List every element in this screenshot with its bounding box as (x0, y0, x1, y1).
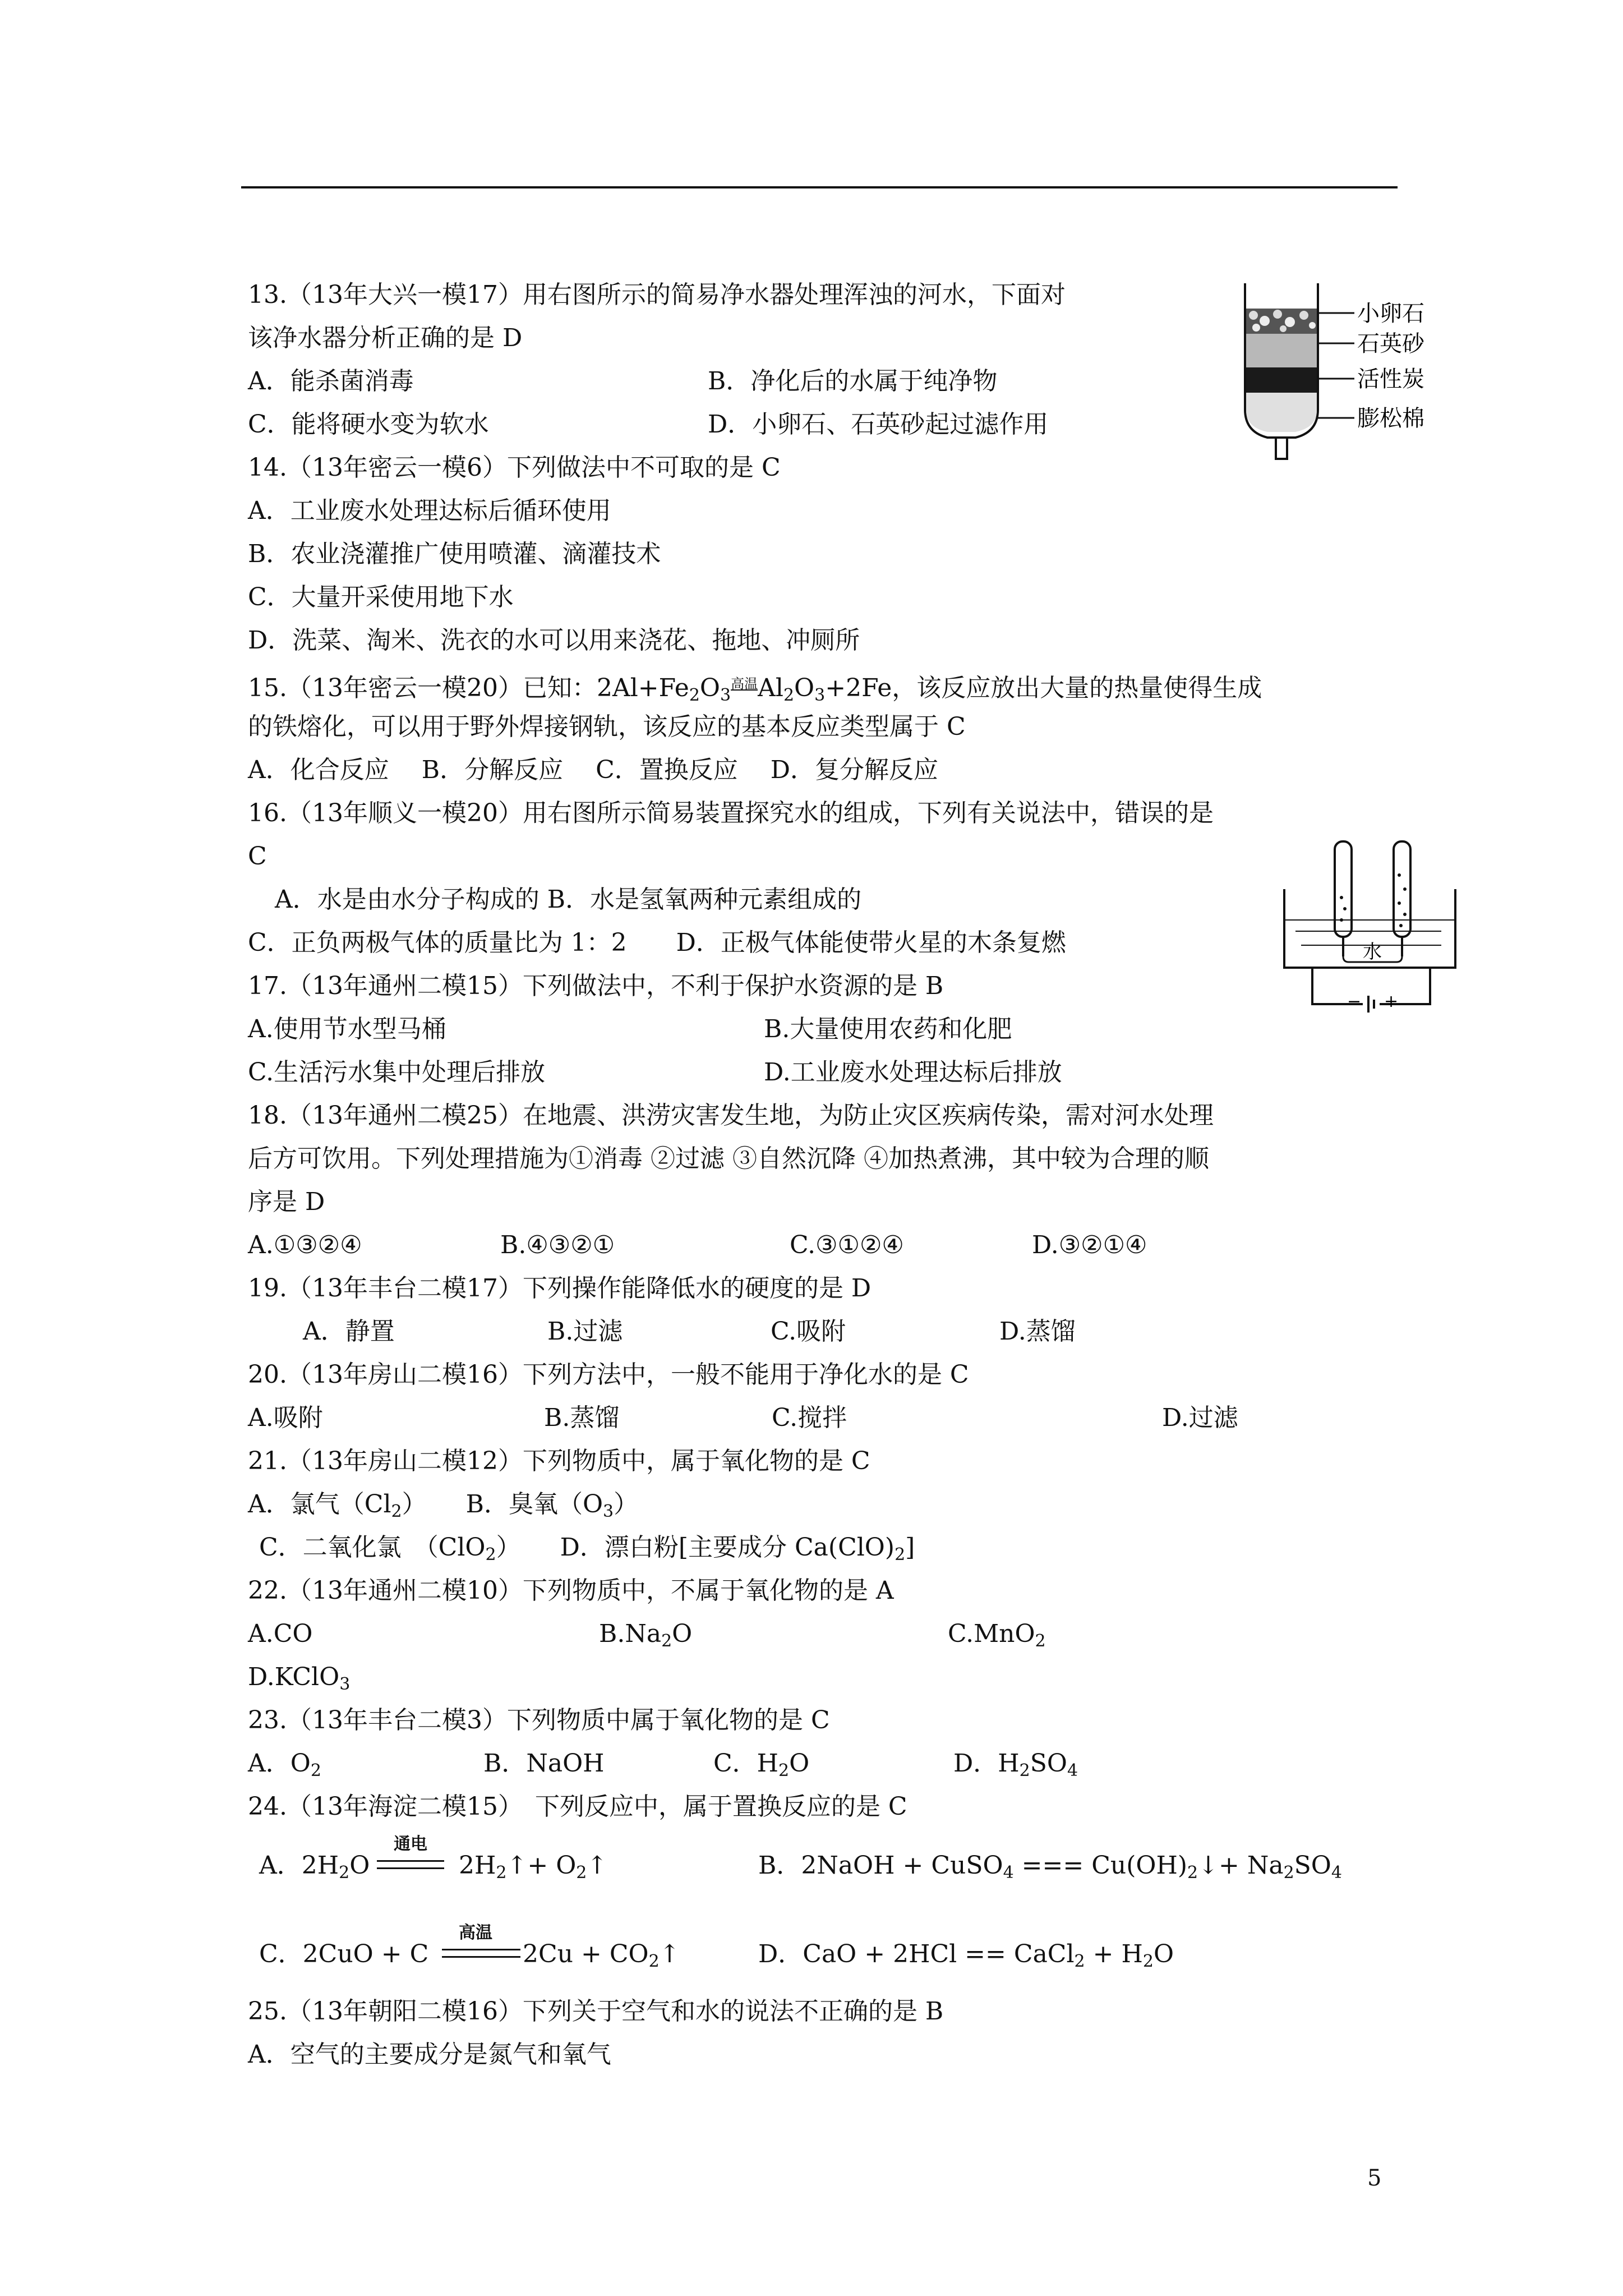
filter-label-pebble: 小卵石 (1357, 301, 1424, 326)
q17-option-c: C.生活污水集中处理后排放 (248, 1058, 546, 1087)
q18-stem-line2: 后方可饮用。下列处理措施为①消毒 ②过滤 ③自然沉降 ④加热煮沸，其中较为合理的顺 (248, 1144, 1209, 1173)
water-filter-figure (1234, 280, 1458, 477)
filter-label-carbon: 活性炭 (1357, 366, 1424, 392)
q19-option-d: D.蒸馏 (999, 1317, 1076, 1346)
pebble-layer (1246, 309, 1317, 334)
q23-option-d: D．$H_2SO_4$ (953, 1749, 1078, 1780)
q24-option-a-equals-icon (377, 1860, 444, 1869)
q17-option-b: B.大量使用农药和化肥 (764, 1015, 1012, 1043)
q14-stem: 14.（13年密云一模6）下列做法中不可取的是 C (248, 453, 781, 482)
q23-option-c: C．$H_2O$ (713, 1749, 810, 1780)
q13-option-d: D．小卵石、石英砂起过滤作用 (708, 410, 1049, 439)
q19-option-a: A．静置 (303, 1317, 395, 1346)
q21-options-cd (259, 1531, 915, 1565)
q19-option-c: C.吸附 (771, 1317, 846, 1346)
cotton-layer (1246, 393, 1317, 432)
q18-option-b: B.④③②① (500, 1231, 615, 1259)
q20-option-b: B.蒸馏 (544, 1404, 620, 1432)
q13-option-a: A．能杀菌消毒 (248, 367, 414, 395)
q18-stem-line3: 序是 D (248, 1188, 325, 1216)
q20-stem: 20.（13年房山二模16）下列方法中，一般不能用于净化水的是 C (248, 1360, 969, 1389)
q21-option-a: A．氯气$(Cl_2)$ (248, 1490, 427, 1521)
header-rule (241, 186, 1398, 188)
q22-option-c: C.MnO$_2$ (948, 1619, 1046, 1651)
q16-stem-line2: C (248, 842, 267, 871)
q24-option-d: D．CaO + 2HCl == CaCl$_2$ + $H_2O$ (758, 1940, 1174, 1971)
q14-option-d: D．洗菜、淘米、洗衣的水可以用来浇花、拖地、冲厕所 (248, 626, 860, 655)
q13-stem-line1: 13.（13年大兴一模17）用右图所示的简易净水器处理浑浊的河水，下面对 (248, 280, 1066, 309)
q13-option-b: B．净化后的水属于纯净物 (708, 367, 998, 395)
q14-option-c: C．大量开采使用地下水 (248, 583, 514, 611)
q18-stem-line1: 18.（13年通州二模25）在地震、洪涝灾害发生地，为防止灾区疾病传染，需对河水处理 (248, 1101, 1214, 1130)
q21-option-d: D．漂白粉[主要成分 $Ca(ClO)_2$] (560, 1533, 915, 1565)
electrolysis-figure (1279, 836, 1464, 1021)
q24-option-c-condition: 高温 (459, 1923, 492, 1943)
q21-options-ab (248, 1488, 638, 1521)
q15-stem-line1: 15.（13年密云一模20）已知：$2Al+Fe_2O_3^{高温}Al_2O_3+2Fe$，该反应放出大量的热量使得生成 (248, 674, 1262, 705)
q17-stem: 17.（13年通州二模15）下列做法中，不利于保护水资源的是 B (248, 972, 944, 1000)
electrolysis-water-label: 水 (1363, 941, 1382, 963)
q17-option-a: A.使用节水型马桶 (248, 1015, 446, 1043)
q20-option-c: C.搅拌 (772, 1404, 847, 1432)
electrolysis-apparatus-icon (1284, 841, 1455, 1013)
q22-stem: 22.（13年通州二模10）下列物质中，不属于氧化物的是 A (248, 1576, 894, 1605)
electrolysis-minus-label: − (1347, 992, 1362, 1011)
gas-bubbles (1340, 873, 1407, 927)
q23-option-b: B．NaOH (483, 1749, 605, 1778)
q23-option-a: A．$O_2$ (248, 1749, 321, 1780)
q16-options-ab: A．水是由水分子构成的 B．水是氢氧两种元素组成的 (275, 885, 862, 914)
activated-carbon-layer (1246, 367, 1317, 393)
q19-option-b: B.过滤 (547, 1317, 623, 1346)
q24-option-a-right: $2H_2↑+$ $O_2↑$ (459, 1851, 608, 1883)
q15-stem-line2: 的铁熔化，可以用于野外焊接钢轨，该反应的基本反应类型属于 C (248, 712, 966, 741)
q24-option-b: B．2NaOH + CuSO$_4$ === $Cu(OH)_2↓+ Na_2SO_4$ (758, 1851, 1342, 1883)
q14-option-b: B．农业浇灌推广使用喷灌、滴灌技术 (248, 540, 661, 568)
q22-option-d: D.KClO$_3$ (248, 1663, 351, 1694)
q20-option-a: A.吸附 (248, 1404, 323, 1432)
q15-options: A．化合反应 B．分解反应 C．置换反应 D．复分解反应 (248, 756, 939, 784)
q18-option-a: A.①③②④ (248, 1231, 362, 1259)
q16-stem-line1: 16.（13年顺义一模20）用右图所示简易装置探究水的组成，下列有关说法中，错误的是 (248, 799, 1214, 827)
electrolysis-plus-label: + (1384, 992, 1399, 1011)
quartz-sand-layer (1246, 334, 1317, 367)
q24-option-a-condition: 通电 (394, 1834, 427, 1854)
q13-option-c: C．能将硬水变为软水 (248, 410, 489, 439)
q22-option-b: $B.Na_2O$ (599, 1619, 693, 1651)
q21-option-c: C．二氧化氯 （ClO$_2$） (259, 1533, 521, 1565)
q24-option-c-left: C．2CuO + C (259, 1940, 429, 1968)
q24-option-c-right: $2Cu + CO_2↑$ (523, 1940, 680, 1971)
q15-reaction-condition: 高温 (731, 676, 758, 692)
page-number: 5 (1367, 2165, 1382, 2191)
q18-option-c: C.③①②④ (790, 1231, 904, 1259)
q20-option-d: D.过滤 (1162, 1404, 1238, 1432)
q25-stem: 25.（13年朝阳二模16）下列关于空气和水的说法不正确的是 B (248, 1997, 944, 2026)
filter-label-sand: 石英砂 (1357, 331, 1424, 357)
q22-option-a: A.CO (248, 1619, 313, 1648)
q13-stem-line2: 该净水器分析正确的是 D (248, 324, 523, 352)
q25-option-a: A．空气的主要成分是氮气和氧气 (248, 2040, 611, 2069)
q17-option-d: D.工业废水处理达标后排放 (764, 1058, 1062, 1087)
q19-stem: 19.（13年丰台二模17）下列操作能降低水的硬度的是 D (248, 1274, 872, 1303)
q18-option-d: D.③②①④ (1032, 1231, 1147, 1259)
q21-stem: 21.（13年房山二模12）下列物质中，属于氧化物的是 C (248, 1447, 870, 1475)
q16-options-cd: C．正负两极气体的质量比为 1：2 D．正极气体能使带火星的木条复燃 (248, 928, 1066, 957)
filter-label-cotton: 膨松棉 (1357, 406, 1424, 431)
q23-stem: 23.（13年丰台二模3）下列物质中属于氧化物的是 C (248, 1706, 830, 1734)
q24-option-a-left: A．$2H_2O$ (259, 1851, 370, 1883)
q21-option-b: B．臭氧$(O_3)$ (465, 1490, 639, 1521)
q24-stem: 24.（13年海淀二模15） 下列反应中，属于置换反应的是 C (248, 1792, 907, 1821)
q14-option-a: A．工业废水处理达标后循环使用 (248, 496, 611, 525)
q24-option-c-equals-icon (442, 1949, 520, 1958)
